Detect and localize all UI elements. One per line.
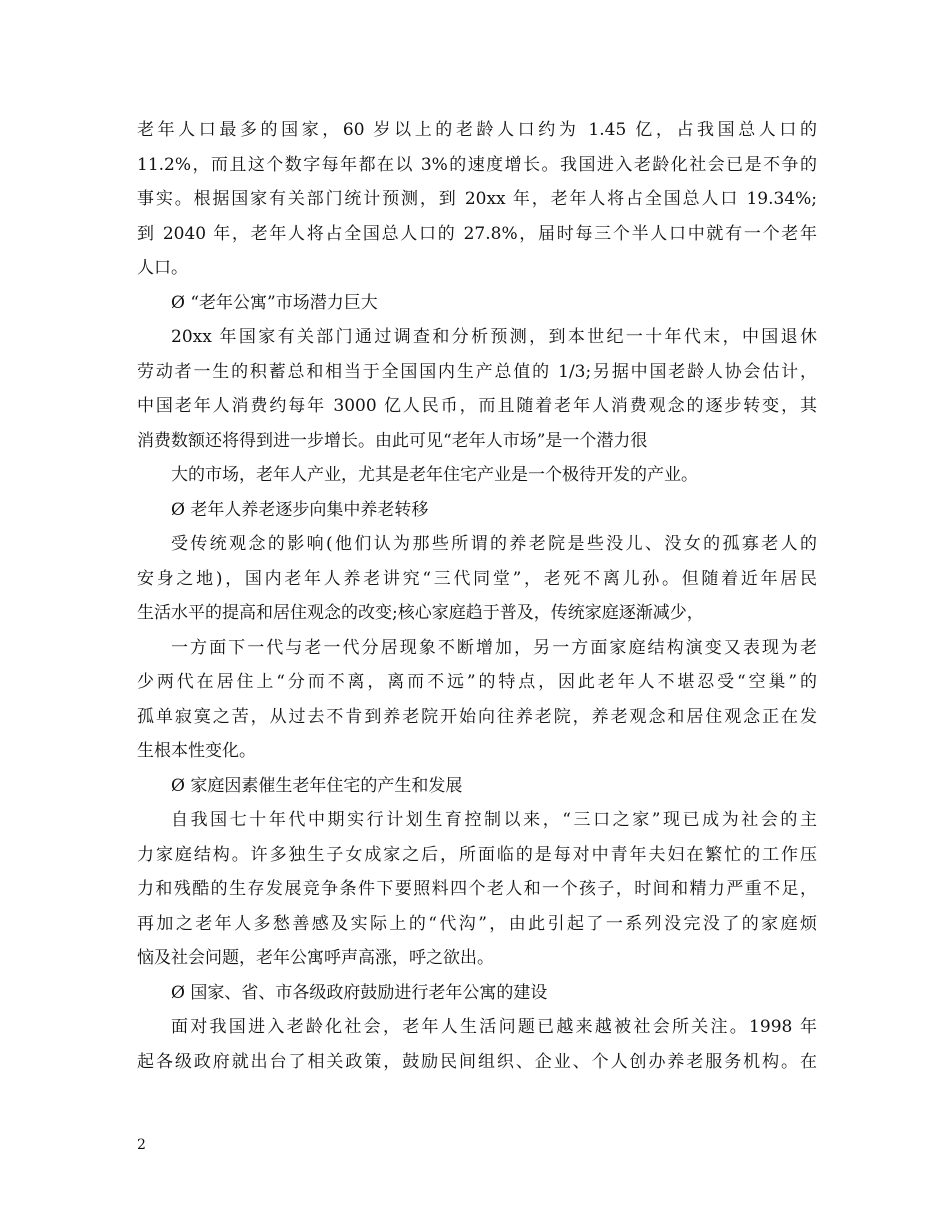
- text-line: 中国老年人消费约每年 3000 亿人民币，而且随着老年人消费观念的逐步转变，其: [137, 396, 817, 416]
- text-line: 自我国七十年代中期实行计划生育控制以来，“三口之家”现已成为社会的主: [171, 810, 817, 830]
- text-line: 11.2%，而且这个数字每年都在以 3%的速度增长。我国进入老龄化社会已是不争的: [137, 154, 817, 175]
- text-line: 受传统观念的影响(他们认为那些所谓的养老院是些没儿、没女的孤寡老人的: [171, 534, 817, 554]
- text-line: 大的市场，老年人产业，尤其是老年住宅产业是一个极待开发的产业。: [171, 465, 698, 485]
- text-line: Ø 老年人养老逐步向集中养老转移: [171, 499, 429, 520]
- text-line: 一方面下一代与老一代分居现象不断增加，另一方面家庭结构演变又表现为老: [171, 637, 817, 658]
- text-line: 再加之老年人多愁善感及实际上的“代沟”，由此引起了一系列没完没了的家庭烦: [137, 913, 817, 934]
- page-number: 2: [137, 1137, 146, 1153]
- text-line: 生活水平的提高和居住观念的改变;核心家庭趋于普及，传统家庭逐渐减少，: [137, 603, 704, 623]
- text-line: 力和残酷的生存发展竞争条件下要照料四个老人和一个孩子，时间和精力严重不足，: [137, 879, 817, 899]
- text-line: 安身之地)，国内老年人养老讲究“三代同堂”，老死不离儿孙。但随着近年居民: [137, 568, 817, 589]
- text-line: 起各级政府就出台了相关政策，鼓励民间组织、企业、个人创办养老服务机构。在: [137, 1051, 817, 1072]
- text-line: 面对我国进入老龄化社会，老年人生活问题已越来越被社会所关注。1998 年: [171, 1017, 817, 1037]
- text-line: 20xx 年国家有关部门通过调查和分析预测，到本世纪一十年代末，中国退休: [171, 327, 817, 347]
- text-line: 劳动者一生的积蓄总和相当于全国国内生产总值的 1/3;另据中国老龄人协会估计，: [137, 361, 817, 382]
- text-line: 事实。根据国家有关部门统计预测，到 20xx 年，老年人将占全国总人口 19.34%;: [137, 189, 817, 209]
- text-line: 人口。: [137, 258, 188, 278]
- text-line: 老年人口最多的国家，60 岁以上的老龄人口约为 1.45 亿，占我国总人口的: [137, 120, 817, 140]
- text-line: 生根本性变化。: [137, 741, 256, 761]
- body-text: [137, 113, 817, 1079]
- text-line: Ø 国家、省、市各级政府鼓励进行老年公寓的建设: [171, 982, 548, 1003]
- text-line: 少两代在居住上“分而不离，离而不远”的特点，因此老年人不堪忍受“空巢”的: [137, 672, 817, 692]
- text-line: 到 2040 年，老年人将占全国总人口的 27.8%，届时每三个半人口中就有一个老年: [137, 223, 817, 244]
- text-line: 消费数额还将得到进一步增长。由此可见“老年人市场”是一个潜力很: [137, 430, 648, 451]
- text-line: 恼及社会问题，老年公寓呼声高涨，呼之欲出。: [137, 948, 494, 968]
- text-line: Ø “老年公寓”市场潜力巨大: [171, 292, 378, 313]
- text-line: Ø 家庭因素催生老年住宅的产生和发展: [171, 775, 463, 796]
- text-line: 力家庭结构。许多独生子女成家之后，所面临的是每对中青年夫妇在繁忙的工作压: [137, 844, 817, 865]
- text-line: 孤单寂寞之苦，从过去不肯到养老院开始向往养老院，养老观念和居住观念正在发: [137, 706, 817, 727]
